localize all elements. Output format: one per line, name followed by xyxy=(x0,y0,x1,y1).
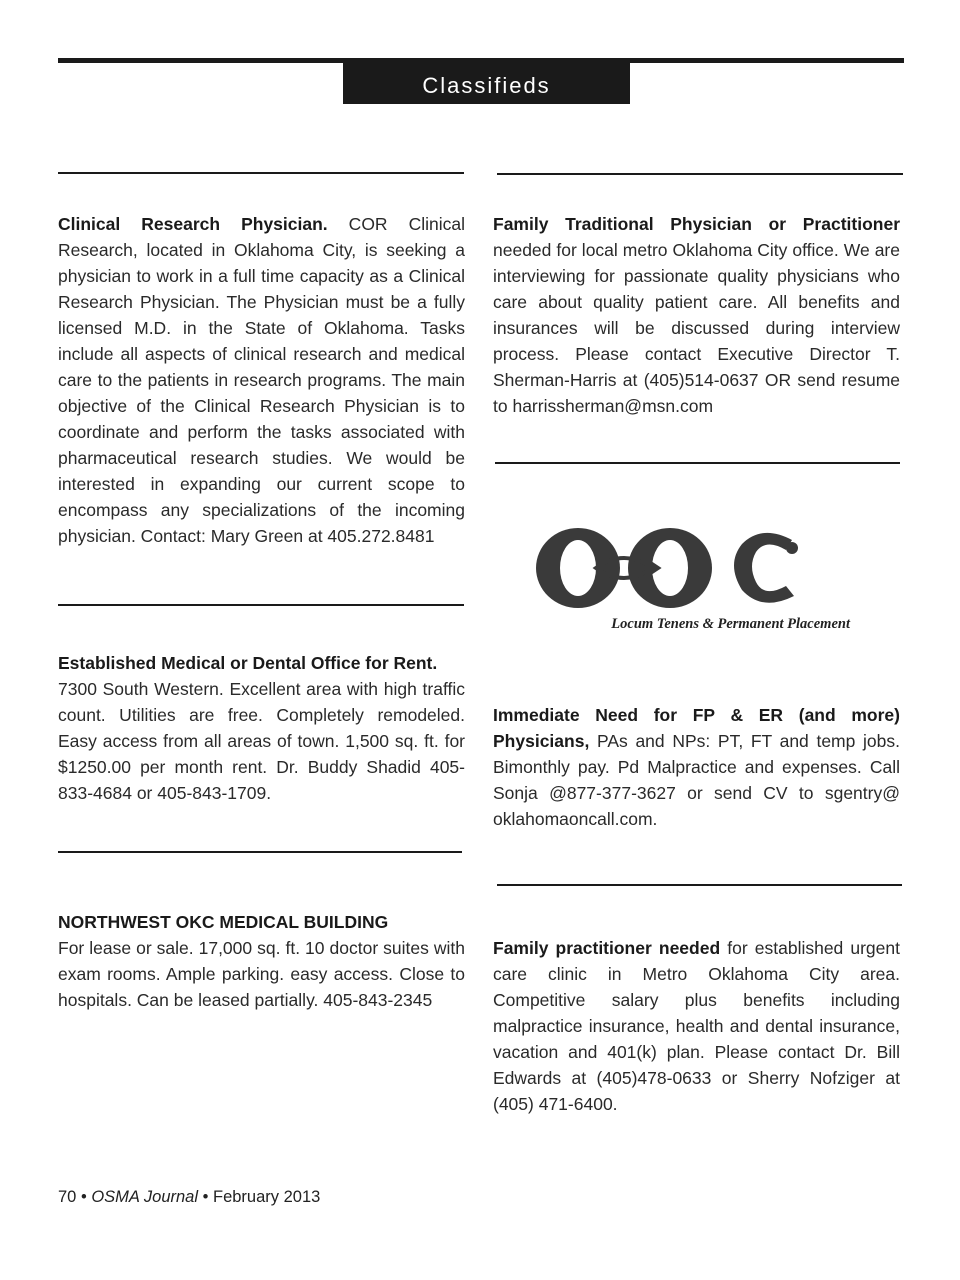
ad-family-practitioner xyxy=(493,935,900,1117)
divider-rule xyxy=(497,884,902,886)
ad-title: Family practitioner needed xyxy=(493,938,721,958)
section-title: Classifieds xyxy=(343,62,630,104)
ad-clinical-research xyxy=(58,211,465,549)
ad-body: for established urgent care clinic in Metro Oklahoma City area. Competitive salary plus benefits including malpractice insurance, health and dental insurance, vacation and 401(k) plan. Please contact Dr. Bill Edwards at (405)478-0633 or Sherry Nofziger at (405) 471-6400. xyxy=(493,938,900,1114)
ad-title: Family Traditional Physician or Practitioner xyxy=(493,214,900,234)
divider-rule xyxy=(497,173,903,175)
page-footer xyxy=(58,1188,320,1207)
ad-title: Clinical Research Physician. xyxy=(58,214,328,234)
ooc-logo-icon xyxy=(530,520,850,620)
ad-body: For lease or sale. 17,000 sq. ft. 10 doctor suites with exam rooms. Ample parking. easy access. Close to hospitals. Can be leased partially. 405-843-2345 xyxy=(58,938,465,1010)
ad-title: NORTHWEST OKC MEDICAL BUILDING xyxy=(58,912,389,932)
ad-family-traditional xyxy=(493,211,900,419)
ad-office-rent xyxy=(58,650,465,806)
ad-title: Immediate Need for FP & ER (and more) Physicians, xyxy=(493,705,900,751)
divider-rule xyxy=(58,604,464,606)
issue-date: February 2013 xyxy=(212,1188,321,1206)
logo-tagline: Locum Tenens & Permanent Placement xyxy=(611,616,850,632)
ad-title: Established Medical or Dental Office for Rent. xyxy=(58,653,438,673)
divider-rule xyxy=(495,462,900,464)
footer-bullet: • xyxy=(202,1188,209,1206)
ad-body: PAs and NPs: PT, FT and temp jobs. Bimonthly pay. Pd Malpractice and expenses. Call Sonja @877-377-3627 or send CV to sgentry@ oklahomaoncall.com. xyxy=(493,731,900,829)
ad-body: COR Clinical Research, located in Oklahoma City, is seeking a physician to work in a full time capacity as a Clinical Research Physician. The Physician must be a fully licensed M.D. in the State of Oklahoma. Tasks include all aspects of clinical research and medical care to the patients in research programs. The main objective of the Clinical Research Physician is to coordinate and perform the tasks associated with pharmaceutical research studies. We would be interested in expanding our current scope to encompass any specializations of the incoming physician. Contact: Mary Green at 405.272.8481 xyxy=(58,214,465,546)
ad-body: needed for local metro Oklahoma City office. We are interviewing for passionate quality physicians who care about quality patient care. All benefits and insurances will be discussed during interview process. Please contact Executive Director T. Sherman-Harris at (405)514-0637 OR send resume to harrissherman@msn.com xyxy=(493,240,900,416)
ad-immediate-need xyxy=(493,702,900,832)
ooc-logo xyxy=(530,520,850,638)
page-number: 70 xyxy=(58,1188,77,1206)
ad-body: 7300 South Western. Excellent area with high traffic count. Utilities are free. Completely remodeled. Easy access from all areas of town. 1,500 sq. ft. for $1250.00 per month rent. Dr. Buddy Shadid 405-833-4684 or 405-843-1709. xyxy=(58,679,465,803)
ad-northwest-okc xyxy=(58,909,465,1013)
journal-name: OSMA Journal xyxy=(91,1188,199,1206)
divider-rule xyxy=(58,172,464,174)
footer-bullet: • xyxy=(80,1188,87,1206)
divider-rule xyxy=(58,851,462,853)
